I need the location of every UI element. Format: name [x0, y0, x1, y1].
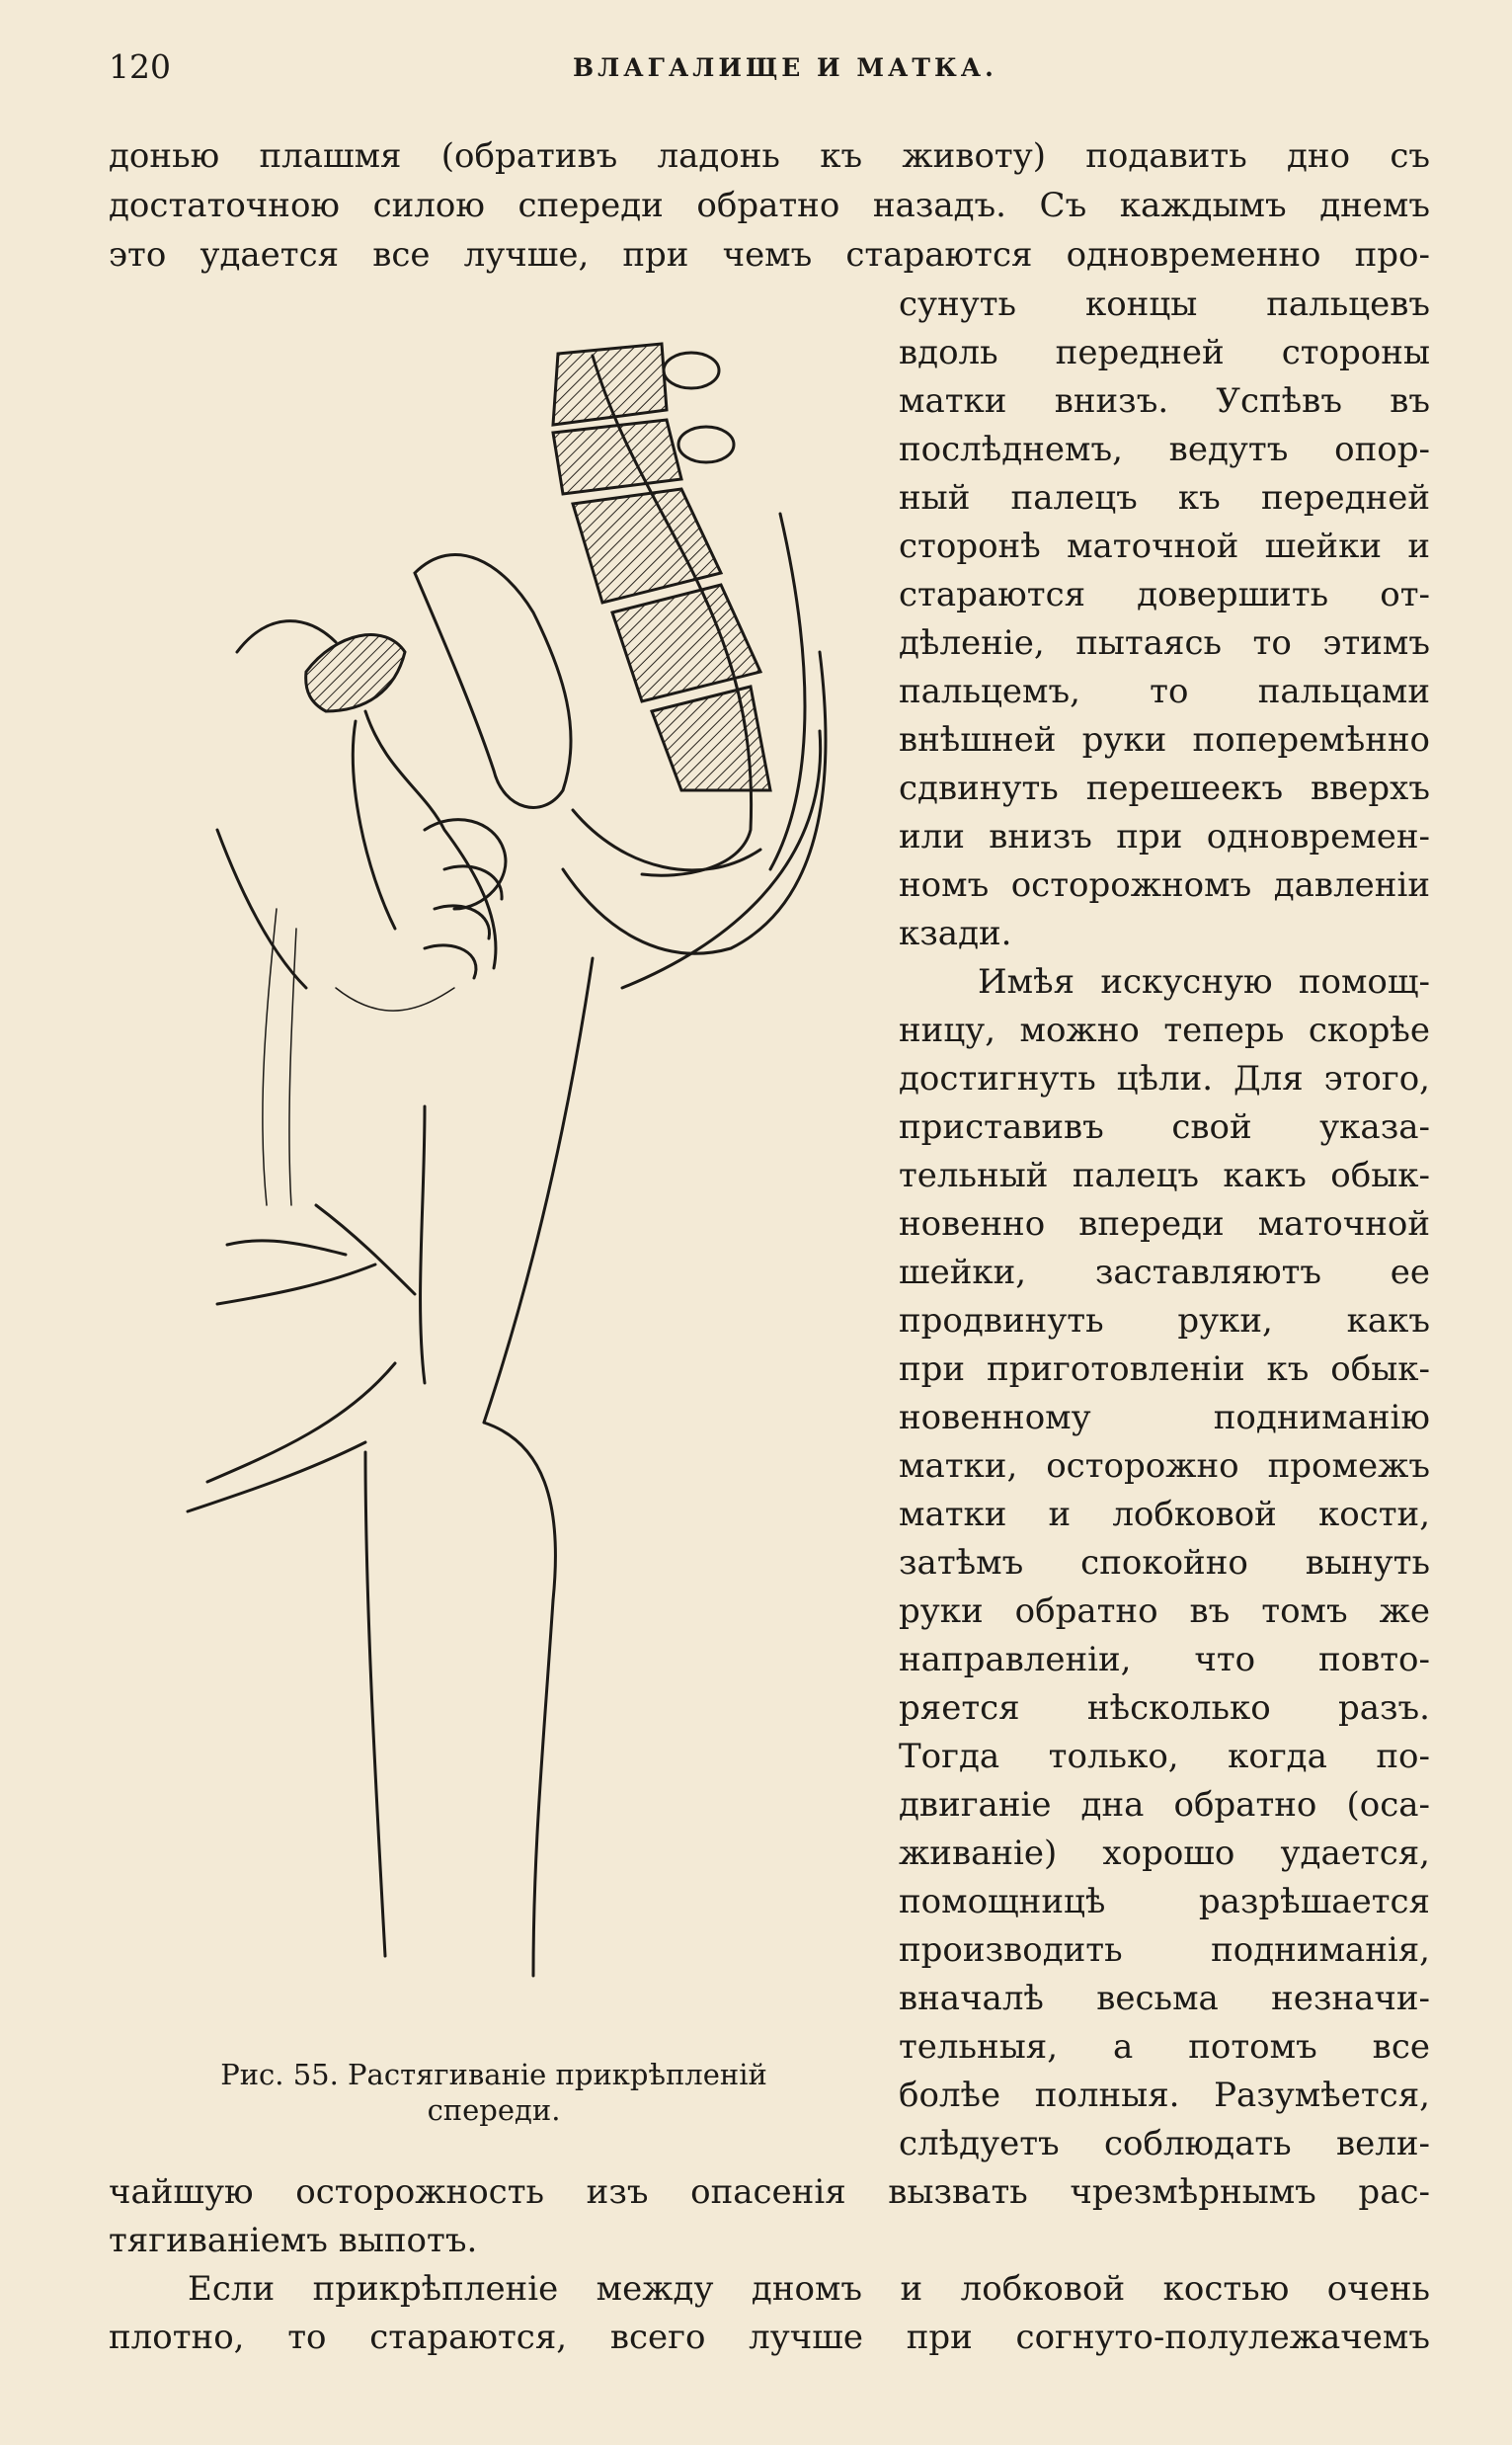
figure-caption — [148, 2057, 839, 2128]
column-line: тельныя, а потомъ все — [899, 2027, 1430, 2067]
column-line: продвинуть руки, какъ — [899, 1301, 1430, 1341]
column-line: матки, осторожно промежъ — [899, 1446, 1430, 1486]
column-line: болѣе полныя. Разумѣется, — [899, 2076, 1430, 2115]
running-title: ВЛАГАЛИЩЕ И МАТКА. — [573, 53, 997, 82]
column-line: Имѣя искусную помощ- — [978, 962, 1430, 1002]
caption-line: спереди. — [427, 2093, 561, 2127]
text-line: достаточною силою спереди обратно назадъ. Съ каждымъ днемъ — [109, 186, 1430, 225]
text-line: донью плашмя (обративъ ладонь къ животу) подавить дно съ — [109, 136, 1430, 176]
column-line: номъ осторожномъ давленіи — [899, 865, 1430, 905]
column-line: послѣднемъ, ведутъ опор- — [899, 430, 1430, 469]
column-line: матки и лобковой кости, — [899, 1495, 1430, 1534]
column-line: внѣшней руки поперемѣнно — [899, 720, 1430, 760]
column-line: пальцемъ, то пальцами — [899, 672, 1430, 711]
column-line: помощницѣ разрѣшается — [899, 1882, 1430, 1921]
uterus-manipulation-drawing — [128, 316, 859, 1996]
page-number: 120 — [109, 47, 171, 86]
figure-illustration — [128, 316, 859, 1996]
column-line: матки внизъ. Успѣвъ въ — [899, 381, 1430, 421]
column-line: направленіи, что повто- — [899, 1640, 1430, 1679]
column-line: сдвинуть перешеекъ вверхъ — [899, 769, 1430, 808]
column-line: производить подниманія, — [899, 1930, 1430, 1970]
column-line: вначалѣ весьма незначи- — [899, 1979, 1430, 2018]
column-line: дѣленіе, пытаясь то этимъ — [899, 623, 1430, 663]
column-line: сторонѣ маточной шейки и — [899, 527, 1430, 566]
text-line: плотно, то стараются, всего лучше при согнуто-полулежачемъ — [109, 2318, 1430, 2357]
text-line: чайшую осторожность изъ опасенія вызвать чрезмѣрнымъ рас- — [109, 2172, 1430, 2212]
column-line: затѣмъ спокойно вынуть — [899, 1543, 1430, 1583]
text-line: Если прикрѣпленіе между дномъ и лобковой костью очень — [188, 2269, 1430, 2309]
column-line: ный палецъ къ передней — [899, 478, 1430, 518]
column-line: при приготовленіи къ обык- — [899, 1349, 1430, 1389]
column-line: слѣдуетъ соблюдать вели- — [899, 2124, 1430, 2163]
column-line: новенному подниманію — [899, 1398, 1430, 1437]
column-line: стараются довершить от- — [899, 575, 1430, 614]
column-line: руки обратно въ томъ же — [899, 1591, 1430, 1631]
column-line: живаніе) хорошо удается, — [899, 1834, 1430, 1873]
column-line: достигнуть цѣли. Для этого, — [899, 1059, 1430, 1099]
column-line: новенно впереди маточной — [899, 1204, 1430, 1244]
column-line: ницу, можно теперь скорѣе — [899, 1011, 1430, 1050]
text-line: тягиваніемъ выпотъ. — [109, 2221, 478, 2260]
column-line: приставивъ свой указа- — [899, 1107, 1430, 1147]
caption-line: Рис. 55. Растягиваніе прикрѣпленій — [220, 2058, 767, 2091]
column-line: тельный палецъ какъ обык- — [899, 1156, 1430, 1195]
text-line: это удается все лучше, при чемъ стараются одновременно про- — [109, 235, 1430, 275]
column-line: двиганіе дна обратно (оса- — [899, 1785, 1430, 1825]
column-line: вдоль передней стороны — [899, 333, 1430, 372]
column-line: кзади. — [899, 914, 1012, 953]
column-line: ряется нѣсколько разъ. — [899, 1688, 1430, 1728]
column-line: или внизъ при одновремен- — [899, 817, 1430, 856]
page-header — [109, 47, 1432, 97]
column-line: сунуть концы пальцевъ — [899, 285, 1430, 324]
column-line: шейки, заставляютъ ее — [899, 1253, 1430, 1292]
column-line: Тогда только, когда по- — [899, 1737, 1430, 1776]
